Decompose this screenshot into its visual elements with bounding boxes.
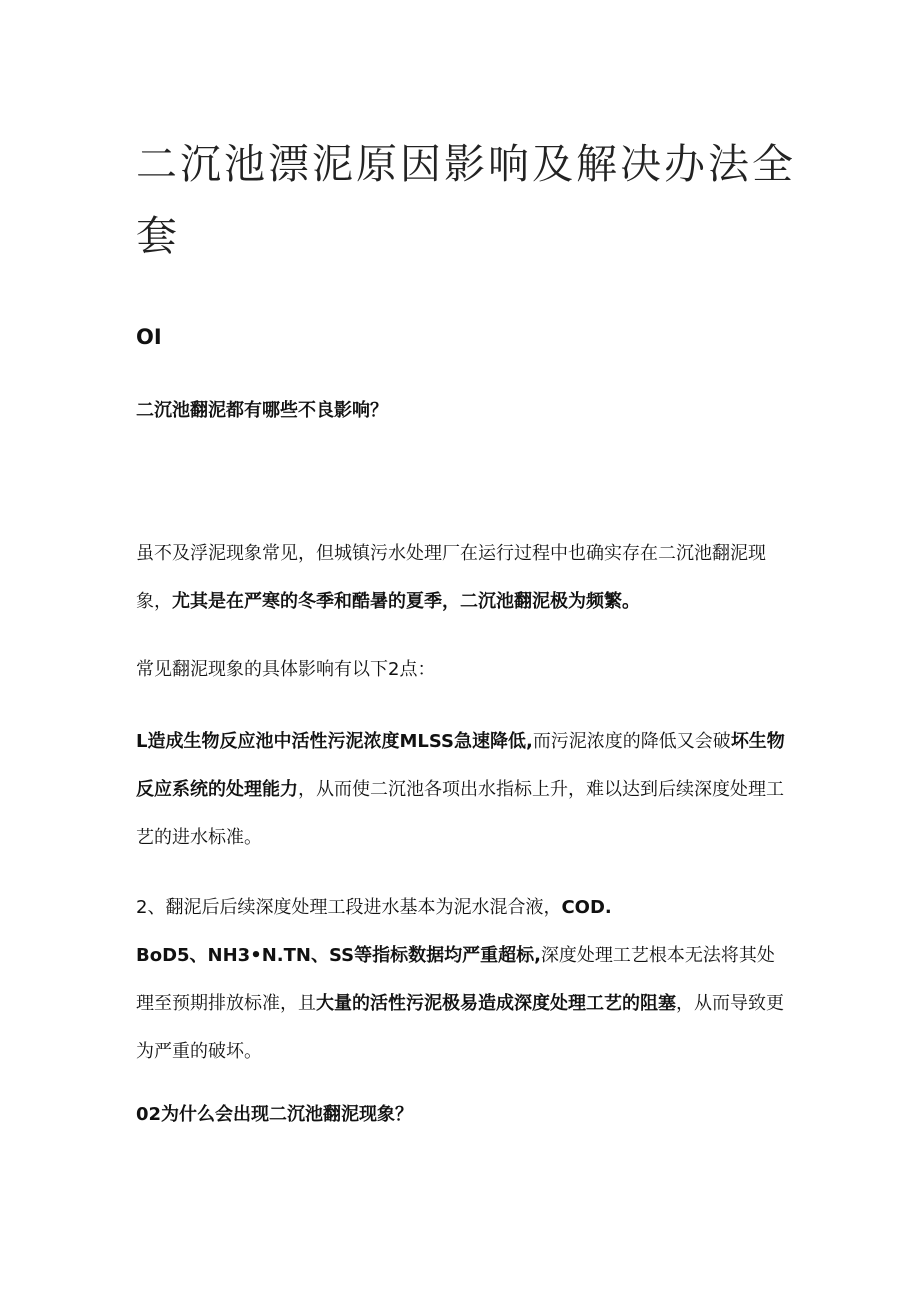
intro-emphasis: 尤其是在严寒的冬季和酷暑的夏季，二沉池翻泥极为频繁。 <box>172 591 640 612</box>
point-2-emphasis-c: 大量的活性污泥极易造成深度处理工艺的阻塞 <box>316 993 676 1014</box>
point-2-text-c: ，从而导致更为严重的破坏。 <box>136 993 784 1062</box>
intro-paragraph <box>136 530 786 626</box>
point-1-text-b: ，从而使二沉池各项出水指标上升，难以达到后续深度处理工艺的进水标准。 <box>136 779 784 848</box>
section-heading-effects: 二沉池翻泥都有哪些不良影响？ <box>136 400 388 421</box>
point-1-text-a: 而污泥浓度的降低又会破 <box>532 731 731 752</box>
lead-paragraph: 常见翻泥现象的具体影响有以下2点： <box>136 659 436 680</box>
point-2-emphasis-b: BoD5、NH3•N.TN、SS等指标数据均严重超标, <box>136 945 541 966</box>
point-2-text-b: 深度处理工艺根本无法将其处理至预期排放标准，且 <box>136 945 775 1014</box>
point-2-emphasis-a: COD. <box>561 897 612 918</box>
section-number: OI <box>136 325 162 349</box>
point-1-paragraph <box>136 718 786 862</box>
section-heading-causes: 02为什么会出现二沉池翻泥现象？ <box>136 1104 414 1125</box>
point-2-text-a: 2、翻泥后后续深度处理工段进水基本为泥水混合液， <box>136 897 562 918</box>
point-1-emphasis-a: L造成生物反应池中活性污泥浓度MLSS急速降低, <box>136 731 533 752</box>
intro-text: 虽不及浮泥现象常见，但城镇污水处理厂在运行过程中也确实存在二沉池翻泥现象， <box>136 543 766 612</box>
document-title: 二沉池漂泥原因影响及解决办法全套 <box>136 140 796 260</box>
point-2-paragraph <box>136 884 786 1076</box>
point-1-emphasis-b: 坏生物反应系统的处理能力 <box>136 731 785 800</box>
